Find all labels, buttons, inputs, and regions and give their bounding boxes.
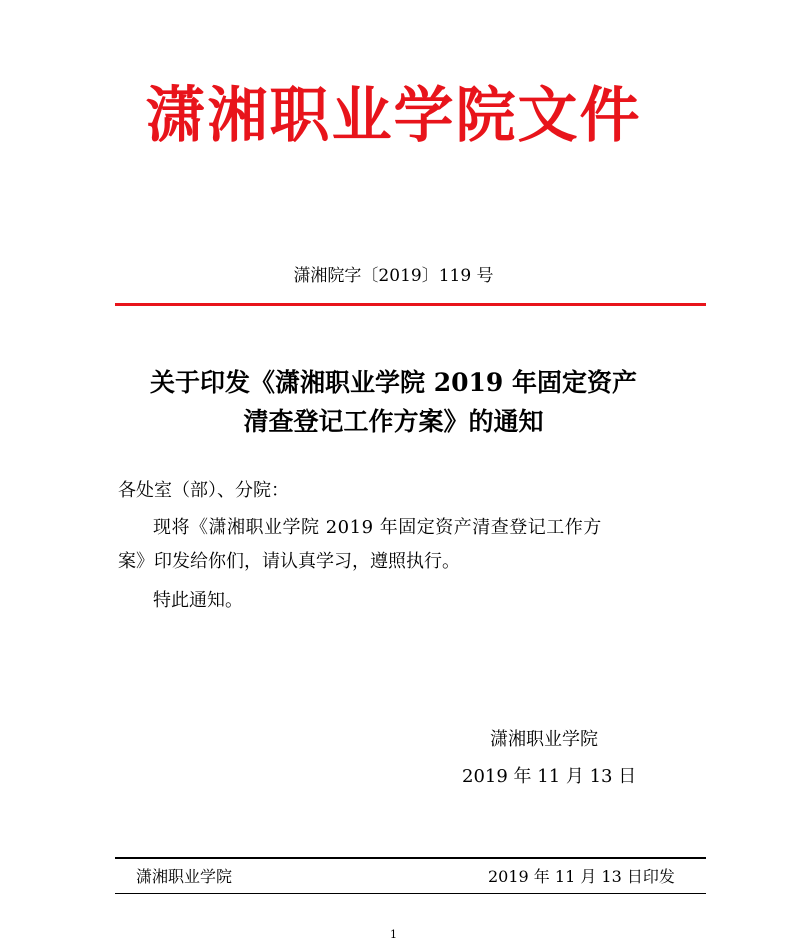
body-paragraph-1-line-2: 案》印发给你们，请认真学习，遵照执行。	[118, 551, 460, 572]
body-paragraph-2: 特此通知。	[153, 590, 243, 611]
document-header-title: 潇湘职业学院文件	[145, 81, 642, 151]
notice-title-line-1: 关于印发《潇湘职业学院 2019 年固定资产	[150, 368, 637, 397]
signature-date: 2019 年 11 月 13 日	[462, 766, 637, 787]
notice-title-line-2: 清查登记工作方案》的通知	[243, 407, 544, 436]
footer-print-date: 2019 年 11 月 13 日印发	[488, 867, 675, 886]
footer-issuer: 潇湘职业学院	[136, 867, 233, 886]
salutation: 各处室（部）、分院：	[118, 480, 289, 501]
footer-top-rule	[115, 857, 706, 859]
document-number: 潇湘院字〔2019〕119 号	[293, 266, 494, 286]
body-paragraph-1-line-1: 现将《潇湘职业学院 2019 年固定资产清查登记工作方	[153, 517, 602, 538]
footer-bottom-rule	[115, 893, 706, 894]
page-number: 1	[390, 928, 397, 941]
red-separator-line	[115, 303, 706, 306]
signature-issuer: 潇湘职业学院	[490, 729, 598, 750]
